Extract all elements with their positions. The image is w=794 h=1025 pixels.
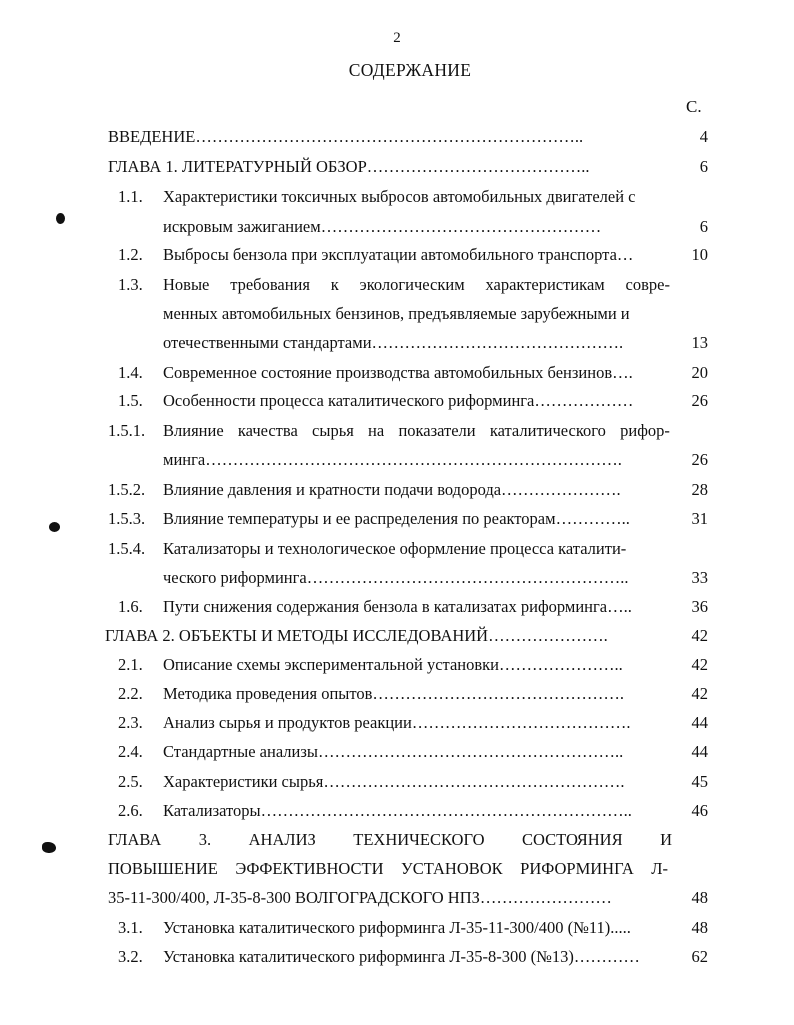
toc-entry-text: Влияние температуры и ее распределения по реакторам………….. (163, 509, 630, 528)
toc-entry-text: Пути снижения содержания бензола в катализатах риформинга….. (163, 597, 632, 616)
toc-entry-text: минга…………………………………………………………………. (163, 450, 622, 469)
toc-page: 26 (691, 391, 708, 410)
toc-section-number: 1.1. (118, 187, 143, 206)
toc-entry-text: Установка каталитического риформинга Л-35-11-300/400 (№11)..... (163, 918, 631, 937)
toc-page: 42 (691, 626, 708, 645)
scan-mark (42, 842, 56, 853)
toc-page: 13 (691, 333, 708, 352)
word: СОСТОЯНИЯ (522, 830, 623, 849)
toc-section-number: 2.4. (118, 742, 143, 761)
toc-section-number: 3.1. (118, 918, 143, 937)
page-number: 2 (393, 30, 401, 46)
toc-section-number: 3.2. (118, 947, 143, 966)
toc-page: 48 (691, 888, 708, 907)
toc-page: 28 (691, 480, 708, 499)
word: ГЛАВА (108, 830, 162, 849)
toc-section-number: 1.3. (118, 275, 143, 294)
word: каталитического (489, 421, 606, 440)
toc-section-number: 2.1. (118, 655, 143, 674)
word: требования (230, 275, 310, 294)
word: экологическим (359, 275, 465, 294)
word: И (660, 830, 672, 849)
word: УСТАНОВОК (401, 859, 503, 878)
toc-entry-text (163, 420, 670, 442)
toc-page: 26 (691, 450, 708, 469)
page-title: СОДЕРЖАНИЕ (348, 60, 472, 80)
toc-section-number: 1.5.1. (108, 421, 146, 440)
word: показатели (398, 421, 476, 440)
toc-entry-text (163, 274, 670, 296)
toc-entry-text: 35-11-300/400, Л-35-8-300 ВОЛГОГРАДСКОГО НПЗ…………………… (108, 888, 612, 907)
word: ТЕХНИЧЕСКОГО (353, 830, 485, 849)
toc-entry-text: Характеристики токсичных выбросов автомобильных двигателей с (163, 187, 636, 206)
toc-page: 42 (691, 684, 708, 703)
toc-entry-text: Характеристики сырья………………………………………………. (163, 772, 625, 791)
word: РИФОРМИНГА (520, 859, 634, 878)
toc-entry-text: Влияние давления и кратности подачи водорода…………………. (163, 480, 621, 499)
toc-section-number: 1.5.3. (108, 509, 146, 528)
word: сырья (312, 421, 354, 440)
toc-page: 48 (691, 918, 708, 937)
toc-page: 6 (699, 157, 708, 176)
toc-entry-text: Катализаторы………………………………………………………….. (163, 801, 632, 820)
scan-mark (56, 213, 65, 224)
toc-entry-text: отечественными стандартами………………………………………. (163, 333, 624, 352)
toc-entry-text (108, 858, 668, 880)
toc-section-number: 1.2. (118, 245, 143, 264)
toc-entry-text: ГЛАВА 1. ЛИТЕРАТУРНЫЙ ОБЗОР………………………………….. (108, 157, 590, 176)
toc-page: 42 (691, 655, 708, 674)
scan-mark (49, 522, 60, 532)
toc-page: 10 (691, 245, 708, 264)
toc-page: 6 (699, 217, 708, 236)
word: ПОВЫШЕНИЕ (108, 859, 218, 878)
toc-entry-text: ГЛАВА 2. ОБЪЕКТЫ И МЕТОДЫ ИССЛЕДОВАНИЙ…………………. (105, 626, 608, 645)
toc-entry-text: Современное состояние производства автомобильных бензинов…. (163, 363, 633, 382)
toc-entry-text: искровым зажиганием…………………………………………… (163, 217, 602, 236)
page-column-header: С. (686, 97, 702, 116)
word: совре- (625, 275, 670, 294)
toc-section-number: 2.6. (118, 801, 143, 820)
word: характеристикам (485, 275, 605, 294)
toc-page: 44 (691, 742, 708, 761)
toc-entry-text: Особенности процесса каталитического риформинга……………… (163, 391, 634, 410)
word: 3. (198, 830, 212, 849)
word: АНАЛИЗ (248, 830, 316, 849)
toc-page: 62 (691, 947, 708, 966)
toc-page: 20 (691, 363, 708, 382)
toc-page: 46 (691, 801, 708, 820)
toc-entry-text: Выбросы бензола при эксплуатации автомобильного транспорта… (163, 245, 634, 264)
toc-page: 44 (691, 713, 708, 732)
toc-section-number: 1.6. (118, 597, 143, 616)
word: к (330, 275, 339, 294)
toc-section-number: 2.2. (118, 684, 143, 703)
toc-section-number: 1.5. (118, 391, 143, 410)
toc-entry-text: Катализаторы и технологическое оформление процесса каталити- (163, 539, 627, 558)
toc-entry-text: ВВЕДЕНИЕ…………………………………………………………….. (108, 127, 584, 146)
toc-page: 36 (691, 597, 708, 616)
toc-entry-text (108, 829, 672, 851)
toc-entry-text: менных автомобильных бензинов, предъявляемые зарубежными и (163, 304, 630, 323)
toc-entry-text: Описание схемы экспериментальной установки………………….. (163, 655, 623, 674)
toc-entry-text: Анализ сырья и продуктов реакции…………………………………. (163, 713, 631, 732)
toc-section-number: 2.3. (118, 713, 143, 732)
toc-page: 33 (691, 568, 708, 587)
word: Новые (163, 275, 210, 294)
toc-entry-text: Установка каталитического риформинга Л-35-8-300 (№13)………… (163, 947, 640, 966)
toc-entry-text: Методика проведения опытов………………………………………. (163, 684, 625, 703)
toc-entry-text: Стандартные анализы……………………………………………….. (163, 742, 624, 761)
toc-section-number: 1.5.4. (108, 539, 146, 558)
toc-entry-text: ческого риформинга………………………………………………….. (163, 568, 629, 587)
toc-page: 45 (691, 772, 708, 791)
toc-section-number: 1.4. (118, 363, 143, 382)
word: Л- (651, 859, 668, 878)
word: рифор- (620, 421, 670, 440)
toc-section-number: 1.5.2. (108, 480, 146, 499)
word: Влияние (163, 421, 224, 440)
toc-section-number: 2.5. (118, 772, 143, 791)
toc-page: 31 (691, 509, 708, 528)
word: на (368, 421, 385, 440)
toc-page: 4 (699, 127, 708, 146)
word: ЭФФЕКТИВНОСТИ (235, 859, 384, 878)
word: качества (237, 421, 298, 440)
